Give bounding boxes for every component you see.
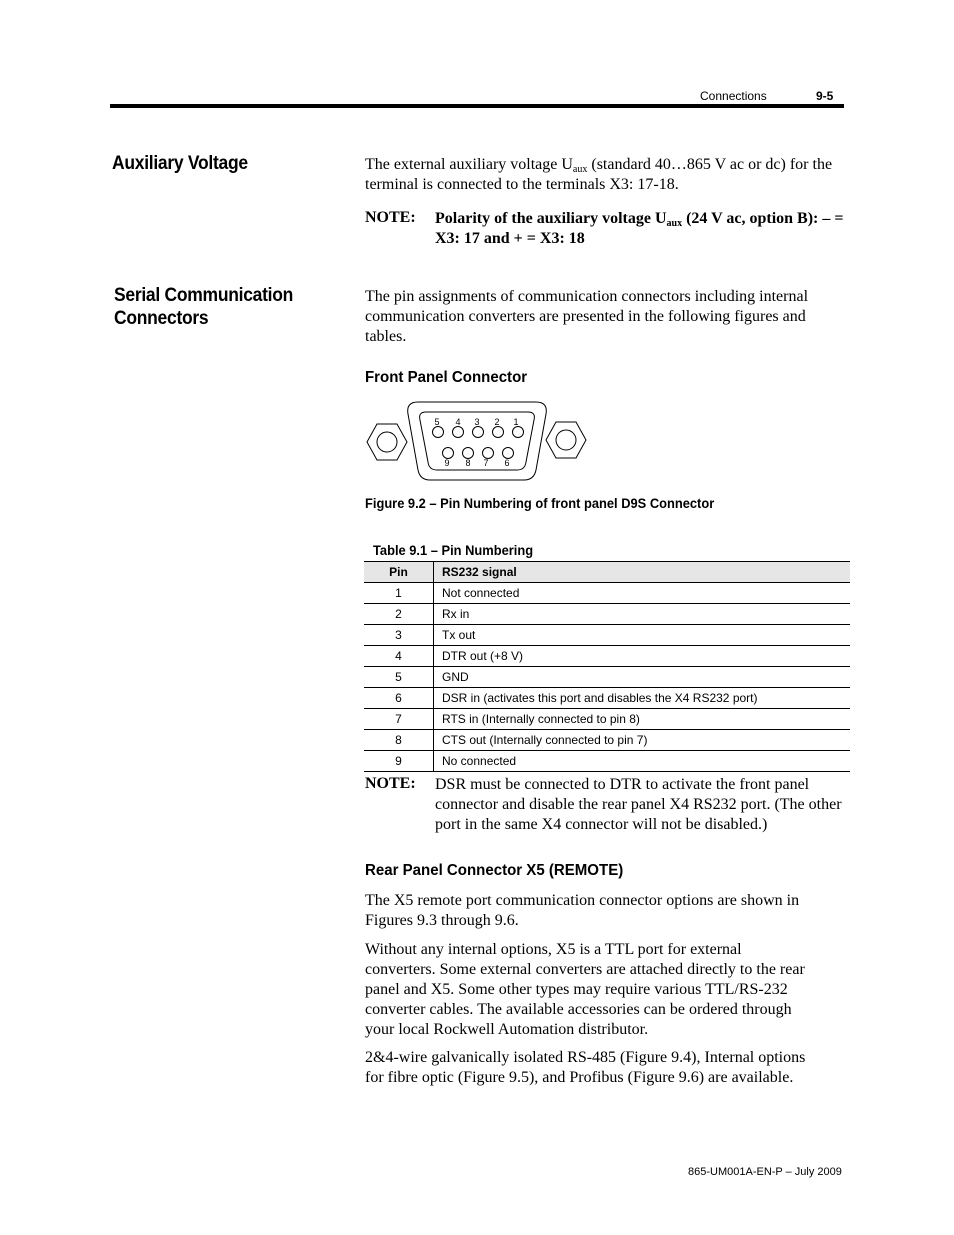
signal-cell: GND: [434, 667, 851, 688]
pin-cell: 6: [364, 688, 434, 709]
pin-label-5: 5: [434, 417, 440, 427]
footer-doc-id: 865-UM001A-EN-P – July 2009: [688, 1166, 842, 1178]
signal-cell: No connected: [434, 751, 851, 772]
signal-cell: RTS in (Internally connected to pin 8): [434, 709, 851, 730]
pin-cell: 9: [364, 751, 434, 772]
signal-cell: Not connected: [434, 583, 851, 604]
page-number: 9-5: [816, 89, 834, 103]
dsr-note-text: DSR must be connected to DTR to activate the front panel connector and disable the rear panel X4 RS232 port. (The other port in the same X4 connector will not be disabled.): [435, 776, 842, 833]
pin-cell: 5: [364, 667, 434, 688]
pin-cell: 7: [364, 709, 434, 730]
rear-paragraph-3: 2&4-wire galvanically isolated RS-485 (Figure 9.4), Internal options for fibre optic (Figure 9.5), and Profibus (Figure 9.6) are available.: [365, 1049, 806, 1086]
pin-5: [433, 427, 444, 438]
header-rule: [110, 104, 844, 108]
table-row: [364, 625, 850, 646]
table-row: [364, 730, 850, 751]
pin-label-1: 1: [513, 417, 519, 427]
pin-3: [473, 427, 484, 438]
table-row: [364, 604, 850, 625]
pin-label-4: 4: [455, 417, 461, 427]
pin-4: [453, 427, 464, 438]
table-caption: Table 9.1 – Pin Numbering: [373, 542, 534, 558]
pin-9: [443, 448, 454, 459]
pin-2: [493, 427, 504, 438]
pin-label-2: 2: [494, 417, 500, 427]
pin-label-6: 6: [504, 458, 510, 468]
rear-panel-heading: Rear Panel Connector X5 (REMOTE): [365, 862, 624, 879]
pin-label-3: 3: [474, 417, 480, 427]
pin-7: [483, 448, 494, 459]
section-heading-auxiliary-voltage: Auxiliary Voltage: [112, 153, 248, 174]
pin-label-7: 7: [483, 458, 489, 468]
section-heading-line-2: Connectors: [114, 308, 209, 329]
pin-8: [463, 448, 474, 459]
pin-6: [503, 448, 514, 459]
running-header-section: Connections: [700, 89, 767, 103]
d9s-connector-diagram: [364, 398, 592, 482]
table-row: [364, 646, 850, 667]
left-screw-hole: [377, 432, 397, 452]
figure-caption: Figure 9.2 – Pin Numbering of front panel D9S Connector: [365, 495, 715, 511]
column-header-pin: Pin: [364, 562, 434, 583]
pin-cell: 3: [364, 625, 434, 646]
aux-paragraph: The external auxiliary voltage $U_{aux}$ (standard 40…865 V ac or dc) for the terminal is connected to the terminals X3: 17-18.: [365, 156, 833, 193]
pin-cell: 2: [364, 604, 434, 625]
section-heading-line-1: Serial Communication: [114, 285, 294, 306]
aux-note-label: NOTE:: [365, 209, 416, 226]
pin-cell: 8: [364, 730, 434, 751]
signal-cell: Tx out: [434, 625, 851, 646]
pin-label-8: 8: [465, 458, 471, 468]
table-header-row: [364, 562, 850, 583]
right-screw-hole: [556, 430, 576, 450]
rear-paragraph-2: Without any internal options, X5 is a TTL port for external converters. Some external converters are attached directly to the rear panel and X5. Some other types may require various TTL/RS-232 converter cables. The available accessories can be ordered through your local Rockwell Automation distributor.: [365, 941, 805, 1038]
dsr-note-label: NOTE:: [365, 775, 416, 792]
signal-cell: CTS out (Internally connected to pin 7): [434, 730, 851, 751]
table-row: [364, 709, 850, 730]
table-row: [364, 751, 850, 772]
pin-label-9: 9: [444, 458, 450, 468]
aux-note-text: Polarity of the auxiliary voltage $U_{aux}$ (24 V ac, option B): – = X3: 17 and + = X3: 18: [435, 210, 844, 247]
signal-cell: DTR out (+8 V): [434, 646, 851, 667]
signal-cell: DSR in (activates this port and disables the X4 RS232 port): [434, 688, 851, 709]
table-row: [364, 583, 850, 604]
section-heading-serial-communication: [114, 284, 293, 330]
pin-numbering-table: [364, 561, 850, 772]
rear-paragraph-1: The X5 remote port communication connector options are shown in Figures 9.3 through 9.6.: [365, 892, 800, 929]
pin-cell: 1: [364, 583, 434, 604]
front-panel-heading: Front Panel Connector: [365, 369, 528, 386]
table-row: [364, 688, 850, 709]
pin-1: [513, 427, 524, 438]
serial-intro-paragraph: The pin assignments of communication connectors including internal communication converters are presented in the following figures and tables.: [365, 288, 809, 345]
pin-cell: 4: [364, 646, 434, 667]
signal-cell: Rx in: [434, 604, 851, 625]
table-row: [364, 667, 850, 688]
column-header-rs232-signal: RS232 signal: [434, 562, 851, 583]
